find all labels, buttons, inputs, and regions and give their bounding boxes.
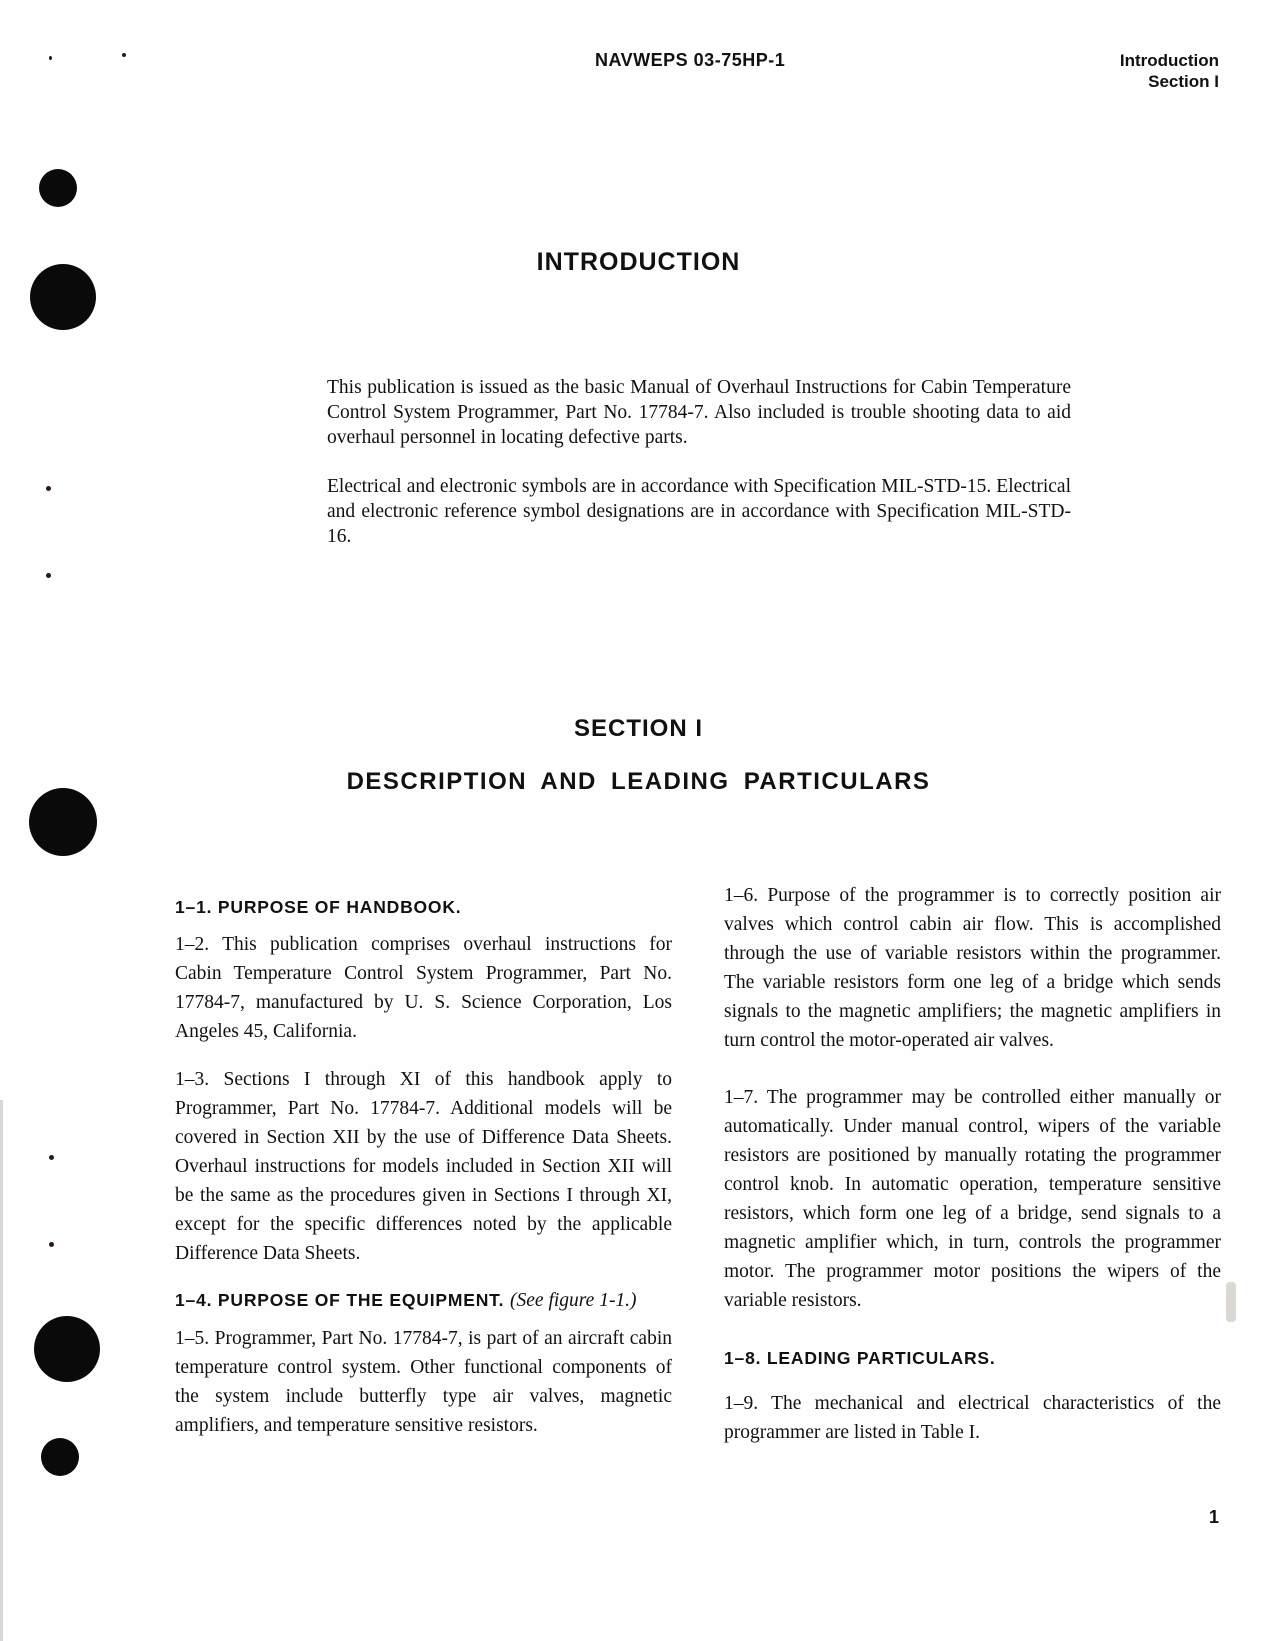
- right-column: [724, 885, 1221, 1466]
- left-column: [175, 894, 672, 1459]
- paragraph-1-5: 1–5. Programmer, Part No. 17784-7, is part of an aircraft cabin temperature control system. Other functional components of the system include butterfly type air valves, magnetic amplifiers, and temperature sensitive resistors.: [175, 1328, 672, 1436]
- running-header: [1120, 50, 1219, 92]
- heading-purpose-of-equipment: [175, 1287, 672, 1314]
- chapter-label: Introduction: [1119, 51, 1219, 70]
- section-title: DESCRIPTION AND LEADING PARTICULARS: [346, 768, 931, 795]
- scan-smudge: [1226, 1282, 1236, 1322]
- heading-purpose-of-handbook: 1–1. PURPOSE OF HANDBOOK.: [175, 897, 462, 917]
- paragraph-1-3: 1–3. Sections I through XI of this handbook apply to Programmer, Part No. 17784-7. Additional models will be covered in Section XII by the use of Difference Data Sheets. Overhaul instructions for models included in Section XII will be the same as the procedures given in Sections I through XI, except for the specific differences noted by the applicable Difference Data Sheets.: [175, 1069, 672, 1264]
- binder-hole-icon: [29, 788, 97, 856]
- scan-speck: [122, 53, 126, 57]
- figure-reference-link[interactable]: (See figure 1-1.): [510, 1290, 637, 1311]
- page-number: 1: [1208, 1507, 1219, 1527]
- section-label: Section I: [1148, 72, 1219, 91]
- scan-speck: [49, 1155, 54, 1160]
- document-number: NAVWEPS 03-75HP-1: [595, 50, 786, 70]
- introduction-body: [327, 375, 1071, 573]
- scan-speck: [46, 573, 51, 578]
- binder-hole-icon: [41, 1438, 79, 1476]
- scan-speck: [46, 486, 51, 491]
- intro-paragraph: This publication is issued as the basic Manual of Overhaul Instructions for Cabin Temperature Control System Programmer, Part No. 17784-7. Also included is trouble shooting data to aid overhaul personnel in locating defective parts.: [327, 377, 1071, 448]
- paragraph-1-2: 1–2. This publication comprises overhaul instructions for Cabin Temperature Control System Programmer, Part No. 17784-7, manufactured by U. S. Science Corporation, Los Angeles 45, California.: [175, 934, 672, 1042]
- paragraph-1-9: 1–9. The mechanical and electrical characteristics of the programmer are listed in Table I.: [724, 1393, 1221, 1443]
- paragraph-1-7: 1–7. The programmer may be controlled either manually or automatically. Under manual control, wipers of the variable resistors are positioned by manually rotating the programmer control knob. In automatic operation, temperature sensitive resistors, which form one leg of a bridge, send signals to a magnetic amplifier which, in turn, controls the programmer motor. The programmer motor positions the wipers of the variable resistors.: [724, 1087, 1221, 1311]
- heading-leading-particulars: 1–8. LEADING PARTICULARS.: [724, 1348, 996, 1368]
- scan-speck: [49, 56, 52, 60]
- binder-hole-icon: [34, 1316, 100, 1382]
- section-number: SECTION I: [573, 715, 703, 742]
- page-edge-shadow: [0, 1100, 3, 1641]
- paragraph-1-6: 1–6. Purpose of the programmer is to correctly position air valves which control cabin air flow. This is accomplished through the use of variable resistors within the programmer. The variable resistors form one leg of a bridge which sends signals to the magnetic amplifiers; the magnetic amplifiers in turn control the motor-operated air valves.: [724, 885, 1221, 1051]
- scan-speck: [49, 1242, 54, 1247]
- heading-1-4-text: 1–4. PURPOSE OF THE EQUIPMENT.: [175, 1290, 505, 1310]
- introduction-title: INTRODUCTION: [536, 248, 741, 276]
- binder-hole-icon: [39, 169, 77, 207]
- intro-paragraph: Electrical and electronic symbols are in accordance with Specification MIL-STD-15. Electrical and electronic reference symbol designations are in accordance with Specification MIL-STD-16.: [327, 476, 1071, 547]
